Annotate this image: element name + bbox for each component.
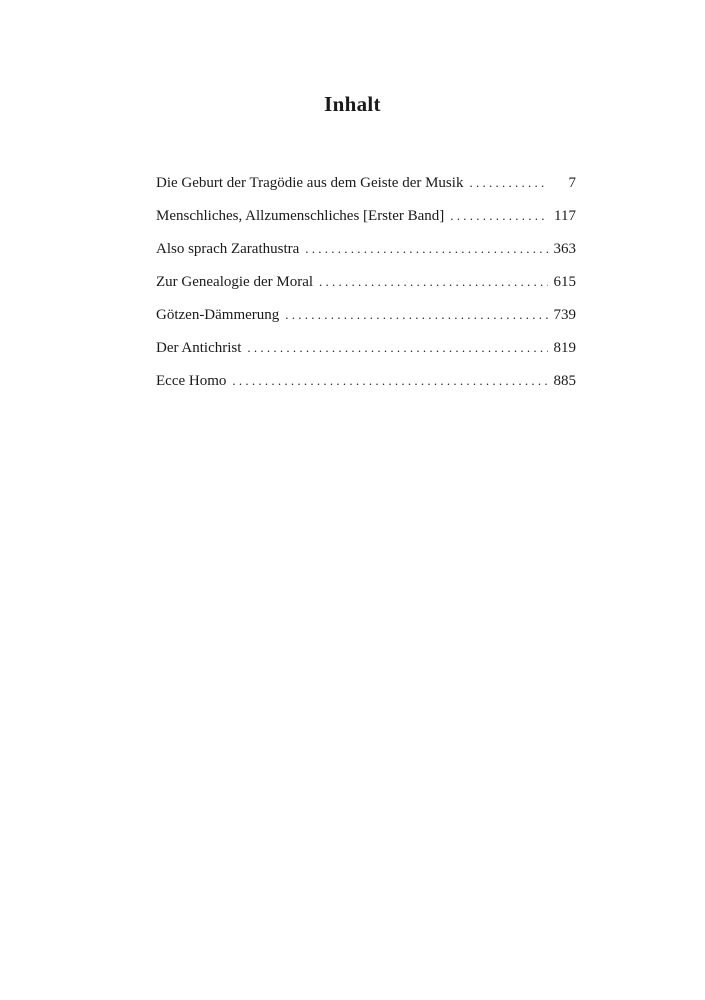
leader-dots: [247, 337, 547, 359]
toc-entry: [156, 205, 576, 238]
page-title: Inhalt: [324, 92, 381, 116]
toc-entry-title: Also sprach Zarathustra: [156, 241, 300, 257]
toc-entry: [156, 238, 576, 271]
leader-dots: [319, 271, 547, 293]
toc-entry: [156, 337, 576, 370]
toc-entry: [156, 172, 576, 205]
toc-entry-title: Ecce Homo: [156, 373, 227, 389]
table-of-contents: [156, 172, 576, 403]
leader-dots: [232, 370, 547, 392]
toc-entry-title: Götzen-Dämmerung: [156, 307, 280, 323]
toc-entry: [156, 370, 576, 403]
toc-entry-page: 363: [553, 241, 576, 257]
toc-entry-page: 819: [553, 340, 576, 356]
toc-entry-page: 117: [554, 208, 576, 224]
toc-entry-page: 885: [553, 373, 576, 389]
leader-dots: [305, 238, 547, 260]
toc-entry-page: 615: [553, 274, 576, 290]
toc-entry-title: Die Geburt der Tragödie aus dem Geiste der Musik: [156, 175, 464, 191]
leader-dots: [450, 205, 548, 227]
toc-entry-title: Zur Genealogie der Moral: [156, 274, 314, 290]
leader-dots: [285, 304, 547, 326]
toc-entry-page: 739: [553, 307, 576, 323]
toc-entry: [156, 304, 576, 337]
toc-entry-page: 7: [568, 175, 576, 191]
toc-entry: [156, 271, 576, 304]
toc-entry-title: Der Antichrist: [156, 340, 242, 356]
leader-dots: [469, 172, 548, 194]
toc-entry-title: Menschliches, Allzumenschliches [Erster Band]: [156, 208, 445, 224]
